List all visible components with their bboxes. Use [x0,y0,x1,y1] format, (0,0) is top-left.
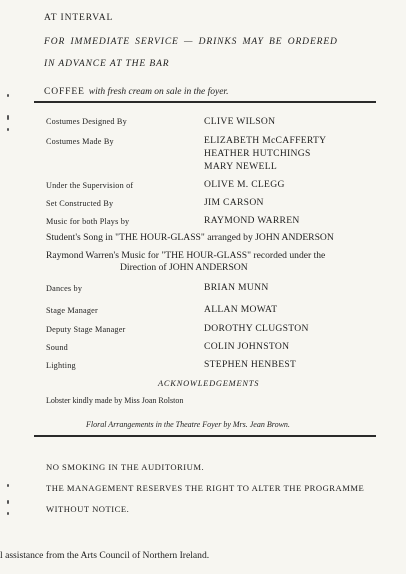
margin-mark [7,500,9,504]
margin-mark [7,128,9,131]
margin-mark [7,115,9,120]
credit-name: ALLAN MOWAT [204,304,278,315]
coffee-caps: COFFEE [44,87,85,97]
credit-name: COLIN JOHNSTON [204,341,290,352]
credit-name: BRIAN MUNN [204,282,269,293]
credit-role: Costumes Designed By [46,117,127,126]
credit-name: DOROTHY CLUGSTON [204,323,309,334]
credit-name: RAYMOND WARREN [204,215,300,226]
lobster-line: Lobster kindly made by Miss Joan Rolston [46,396,184,405]
bottom-rule [34,435,376,437]
margin-mark [7,94,9,97]
credit-role: Under the Supervision of [46,181,134,190]
top-rule [34,101,376,103]
credit-name: CLIVE WILSON [204,116,276,127]
music-line-1: Raymond Warren's Music for "THE HOUR-GLASS" recorded under the [46,250,326,261]
credit-name: STEPHEN HENBEST [204,359,297,370]
margin-mark [7,484,9,487]
credit-role: Lighting [46,361,76,370]
credit-role: Music for both Plays by [46,217,130,226]
credit-role: Deputy Stage Manager [46,325,126,334]
notice-no-smoking: NO SMOKING IN THE AUDITORIUM. [46,462,205,472]
coffee-rest: with fresh cream on sale in the foyer. [88,87,229,97]
music-line-2: Direction of JOHN ANDERSON [120,262,248,273]
credit-name: HEATHER HUTCHINGS [204,148,311,159]
credit-role: Costumes Made By [46,137,114,146]
credit-name: OLIVE M. CLEGG [204,179,285,190]
notice-without-notice: WITHOUT NOTICE. [46,504,130,514]
floral-line: Floral Arrangements in the Theatre Foyer by Mrs. Jean Brown. [86,420,290,429]
margin-mark [7,512,9,515]
credit-role: Dances by [46,284,83,293]
interval-line-1: FOR IMMEDIATE SERVICE — DRINKS MAY BE ORDERED [44,37,338,47]
notice-management: THE MANAGEMENT RESERVES THE RIGHT TO ALTER THE PROGRAMME [46,483,365,493]
footer-arts-council: l assistance from the Arts Council of Northern Ireland. [0,550,210,561]
coffee-line [44,81,228,99]
credit-role: Sound [46,343,68,352]
credit-name: ELIZABETH McCAFFERTY [204,135,327,146]
song-line: Student's Song in "THE HOUR-GLASS" arranged by JOHN ANDERSON [46,232,334,243]
credit-name: MARY NEWELL [204,161,278,172]
interval-line-2: IN ADVANCE AT THE BAR [44,59,170,69]
credit-role: Stage Manager [46,306,98,315]
interval-heading: AT INTERVAL [44,13,114,23]
credit-role: Set Constructed By [46,199,114,208]
credit-name: JIM CARSON [204,197,264,208]
acknowledgements-heading: ACKNOWLEDGEMENTS [158,379,260,388]
